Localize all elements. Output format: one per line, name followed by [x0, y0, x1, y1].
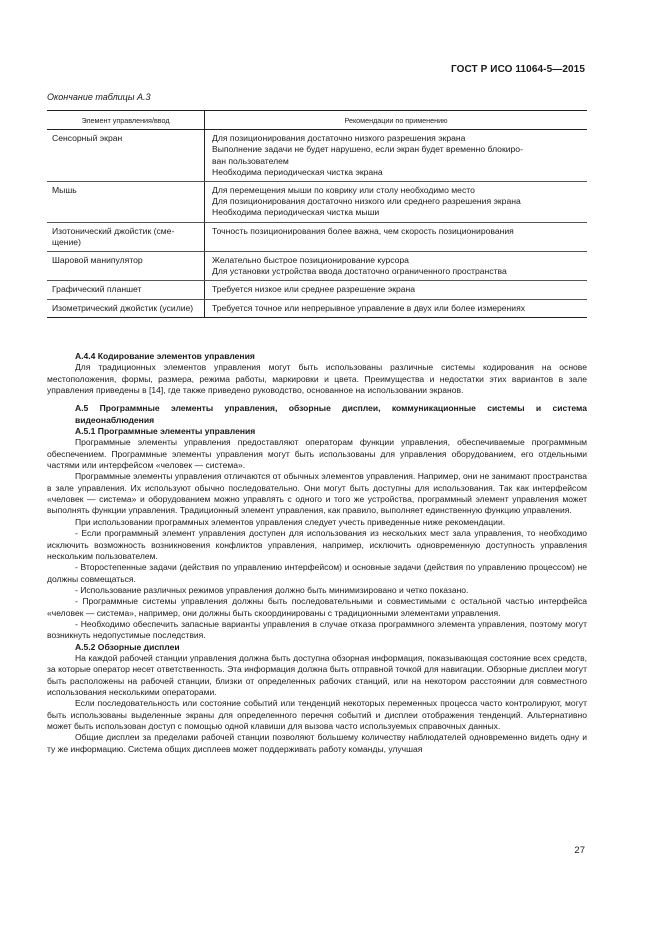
- paragraph: Если последовательность или состояние событий или тенденций некоторых переменных процесса часто контролируют, могут быть использованы выделенные экраны для определенного перечня событий и дисплеи отображения тенденций. Альтернативно может быть использован доступ с помощью одной клавиши для вызова часто используемых справочных данных.: [47, 698, 587, 731]
- paragraph: Программные элементы управления предоставляют операторам функции управления, обеспечиваемые программным обеспечением. Программные элементы управления могут быть использованы для управления оборудованием, его отдельными частями или интерфейсом «человек — система».: [47, 437, 587, 471]
- paragraph: При использовании программных элементов управления следует учесть приведенные ниже рекомендации.: [75, 516, 506, 527]
- paragraph: Для традиционных элементов управления могут быть использованы различные системы кодирования на основе местоположения, формы, размера, режима работы, маркировки и цвета. Преимущества и недостатки этих вариантов в зале управления приведены в [14], где также приведено руководство, основанное на использовании экранов.: [47, 362, 587, 396]
- row-element-name: Изометрический джойстик (усилие): [47, 299, 205, 317]
- row-recommendations: [205, 130, 588, 182]
- row-recommendations: [205, 222, 588, 251]
- recommendation-line: ван пользователем: [212, 155, 289, 166]
- row-recommendations: [205, 299, 588, 317]
- recommendation-line: Необходима периодическая чистка мыши: [212, 207, 380, 218]
- table-row: [47, 299, 587, 317]
- recommendation-line: Для перемещения мыши по коврику или столу необходимо место: [212, 185, 475, 196]
- recommendation-line: Требуется точное или непрерывное управление в двух или более измерениях: [212, 302, 526, 313]
- row-element-name: Мышь: [47, 182, 205, 223]
- recommendation-line: Для позиционирования достаточно низкого разрешения экрана: [212, 133, 466, 144]
- table-row: [47, 252, 587, 281]
- table-row: [47, 222, 587, 251]
- section-heading-a44: А.4.4 Кодирование элементов управления: [75, 351, 255, 361]
- bullet-item: - Второстепенные задачи (действия по управлению интерфейсом) и основные задачи (действия по управлению процессом) не должны совмещаться.: [47, 562, 587, 584]
- table-row: [47, 130, 587, 182]
- row-element-name: Графический планшет: [47, 281, 205, 299]
- table-row: [47, 281, 587, 299]
- row-recommendations: [205, 182, 588, 223]
- bullet-item: - Если программный элемент управления доступен для использования из нескольких мест зала управления, то необходимо исключить возможность возникновения конфликтов управления, например, исключить одновременную доступность управления нескольким пользователем.: [47, 528, 587, 561]
- bullet-item: - Программные системы управления должны быть последовательными и совместимыми с остальной частью интерфейса «человек — система», например, они должны быть скоординированы с традиционными элементами управления.: [47, 596, 587, 618]
- column-header-element: Элемент управления/ввод: [47, 111, 205, 130]
- paragraph: На каждой рабочей станции управления должна быть доступна обзорная информация, показывающая состояние всех средств, за которые оператор несет ответственность. Эта информация должна быть отправной точкой для навигации. Обзорные дисплеи могут быть расположены на рабочей станции, близки от определенных рабочих станций, или на некотором расстоянии для совместного использования несколькими операторами.: [47, 652, 587, 697]
- column-header-recommendations: Рекомендации по применению: [205, 111, 588, 130]
- table-row: [47, 182, 587, 223]
- row-recommendations: [205, 281, 588, 299]
- recommendation-line: Выполнение задачи не будет нарушено, если экран будет временно блокиро-: [212, 144, 523, 155]
- recommendation-line: Точность позиционирования более важна, чем скорость позиционирования: [212, 225, 514, 236]
- document-header-id: ГОСТ Р ИСО 11064-5—2015: [450, 64, 585, 75]
- table-caption: Окончание таблицы А.3: [47, 92, 151, 102]
- recommendation-line: Для установки устройства ввода достаточно ограниченного пространства: [212, 266, 507, 277]
- row-element-name: Изотонический джойстик (сме-щение): [47, 222, 205, 251]
- body-text: [47, 351, 587, 755]
- bullet-item: - Использование различных режимов управления должно быть минимизировано и четко показано.: [75, 584, 469, 595]
- section-heading-a52: А.5.2 Обзорные дисплеи: [75, 641, 180, 652]
- paragraph: Программные элементы управления отличаются от обычных элементов управления. Например, они не занимают пространства в зале управления. Их используют обычно последовательно. Они могут быть доступны для использования. Так как интерфейсом «человек — система» и оборудованием можно управлять с одного и того же устройства, программный элемент управления может выполнять функции управления. Традиционный элемент управления, как правило, выполняет единственную функцию управления.: [47, 471, 587, 516]
- page-number: 27: [574, 845, 585, 856]
- bullet-item: - Необходимо обеспечить запасные варианты управления в случае отказа программного элемента управления, поэтому могут возникнуть недопустимые последствия.: [47, 618, 587, 641]
- row-recommendations: [205, 252, 588, 281]
- row-element-name: Сенсорный экран: [47, 130, 205, 182]
- recommendation-line: Желательно быстрое позиционирование курсора: [212, 255, 409, 266]
- recommendation-line: Для позиционирования достаточно низкого или среднего разрешения экрана: [212, 196, 521, 207]
- recommendation-line: Необходима периодическая чистка экрана: [212, 166, 383, 177]
- table-header-row: [47, 111, 587, 130]
- section-heading-a51: А.5.1 Программные элементы управления: [75, 426, 256, 437]
- recommendation-line: Требуется низкое или среднее разрешение экрана: [212, 284, 416, 295]
- row-element-name: Шаровой манипулятор: [47, 252, 205, 281]
- controls-table: [47, 110, 587, 318]
- paragraph: Общие дисплеи за пределами рабочей станции позволяют большему количеству наблюдателей одновременно видеть одну и ту же информацию. Система общих дисплеев может поддерживать работу команды, улучшая: [47, 732, 587, 754]
- section-heading-a5: А.5 Программные элементы управления, обзорные дисплеи, коммуникационные системы и система видеонаблюдения: [75, 403, 587, 425]
